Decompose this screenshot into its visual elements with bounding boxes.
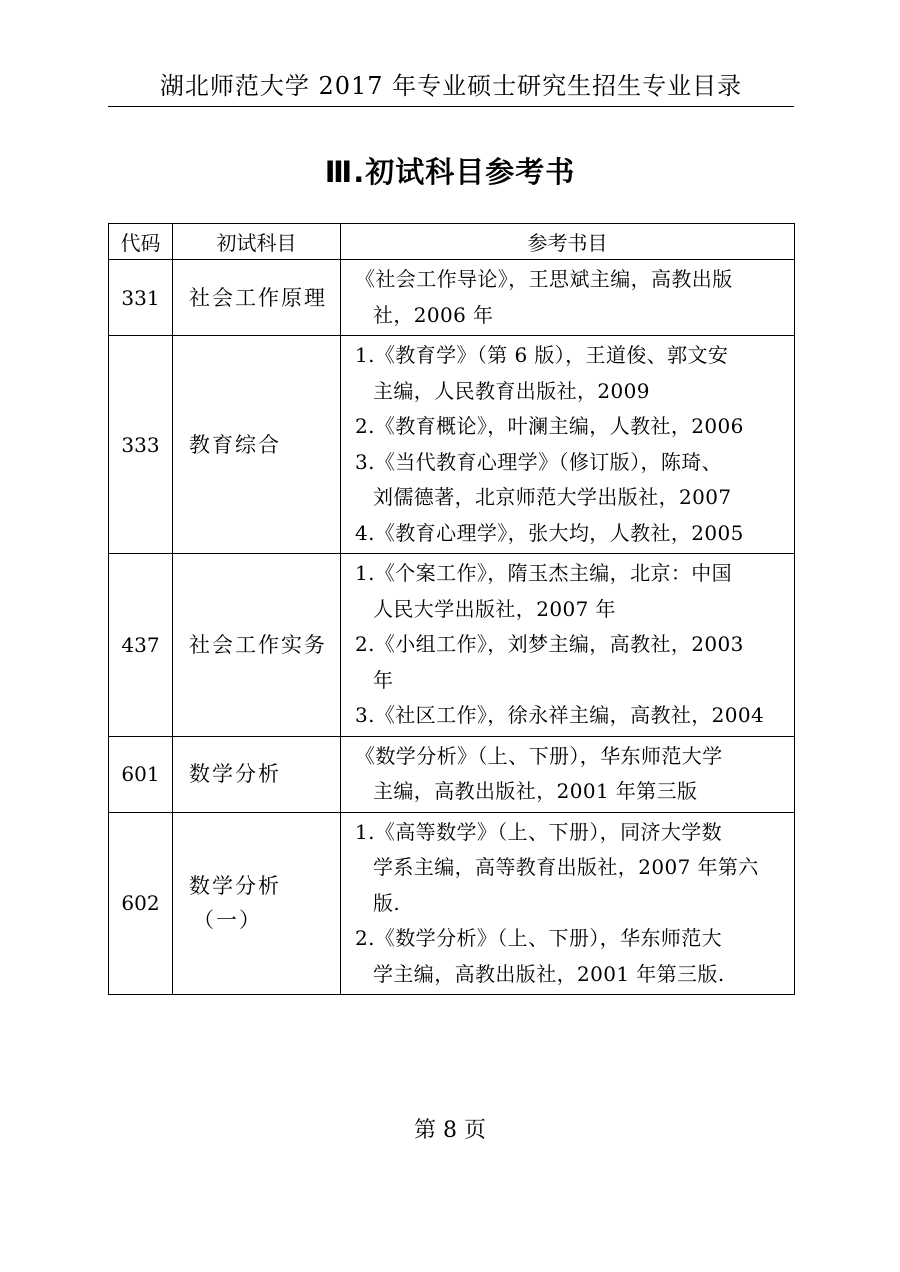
book-line: 刘儒德著，北京师范大学出版社，2007 bbox=[373, 485, 732, 509]
book-line: 学主编，高教出版社，2001 年第三版. bbox=[373, 961, 725, 986]
row-code: 437 bbox=[109, 554, 173, 737]
book-line: 《社会工作导论》，王思斌主编，高教出版 bbox=[355, 267, 733, 291]
book-line: 1.《高等数学》（上、下册），同济大学数 bbox=[355, 819, 723, 844]
book-line: 2.《教育概论》，叶澜主编，人教社，2006 bbox=[355, 414, 744, 438]
row-books bbox=[341, 260, 795, 336]
table-row bbox=[109, 736, 795, 812]
row-subject: 社会工作实务 bbox=[173, 554, 341, 737]
book-line: 3.《社区工作》，徐永祥主编，高教社，2004 bbox=[355, 703, 765, 727]
row-subject: 教育综合 bbox=[173, 336, 341, 554]
row-books bbox=[341, 554, 795, 737]
header-divider bbox=[108, 106, 794, 107]
row-subject bbox=[173, 812, 341, 995]
book-line: 社，2006 年 bbox=[373, 302, 494, 327]
book-line: 主编，高教出版社，2001 年第三版 bbox=[373, 779, 698, 803]
book-line: 人民大学出版社，2007 年 bbox=[373, 596, 616, 621]
book-line: 2.《数学分析》（上、下册），华东师范大 bbox=[355, 926, 723, 950]
book-line: 4.《教育心理学》，张大均，人教社，2005 bbox=[355, 520, 744, 545]
book-line: 年 bbox=[373, 667, 394, 692]
row-books bbox=[341, 336, 795, 554]
page-number: 第 8 页 bbox=[414, 1118, 486, 1143]
book-line: 1.《教育学》（第 6 版），王道俊、郭文安 bbox=[355, 343, 729, 367]
row-code: 331 bbox=[109, 260, 173, 336]
table-row bbox=[109, 336, 795, 554]
reference-books-table bbox=[108, 223, 795, 995]
row-subject: 数学分析 bbox=[173, 736, 341, 812]
book-line: 《数学分析》（上、下册），华东师范大学 bbox=[355, 743, 723, 768]
subject-line: 数学分析 bbox=[189, 874, 281, 899]
book-line: 3.《当代教育心理学》（修订版），陈琦、 bbox=[355, 449, 723, 474]
page-header: 湖北师范大学 2017 年专业硕士研究生招生专业目录 bbox=[159, 72, 743, 100]
row-subject: 社会工作原理 bbox=[173, 260, 341, 336]
book-line: 主编，人民教育出版社，2009 bbox=[373, 378, 650, 403]
book-line: 2.《小组工作》，刘梦主编，高教社，2003 bbox=[355, 632, 744, 656]
section-title: Ⅲ.初试科目参考书 bbox=[324, 155, 576, 189]
table-header-row bbox=[109, 224, 795, 260]
row-code: 333 bbox=[109, 336, 173, 554]
column-header-code: 代码 bbox=[109, 224, 173, 260]
book-line: 版. bbox=[373, 890, 401, 915]
book-line: 学系主编，高等教育出版社，2007 年第六 bbox=[373, 855, 759, 879]
row-books bbox=[341, 736, 795, 812]
column-header-books: 参考书目 bbox=[341, 224, 795, 260]
book-line: 1.《个案工作》，隋玉杰主编，北京：中国 bbox=[355, 561, 733, 585]
row-code: 602 bbox=[109, 812, 173, 995]
table-row bbox=[109, 812, 795, 995]
subject-line: （一） bbox=[193, 908, 262, 933]
row-books bbox=[341, 812, 795, 995]
row-code: 601 bbox=[109, 736, 173, 812]
table-row bbox=[109, 260, 795, 336]
column-header-subject: 初试科目 bbox=[173, 224, 341, 260]
table-row bbox=[109, 554, 795, 737]
